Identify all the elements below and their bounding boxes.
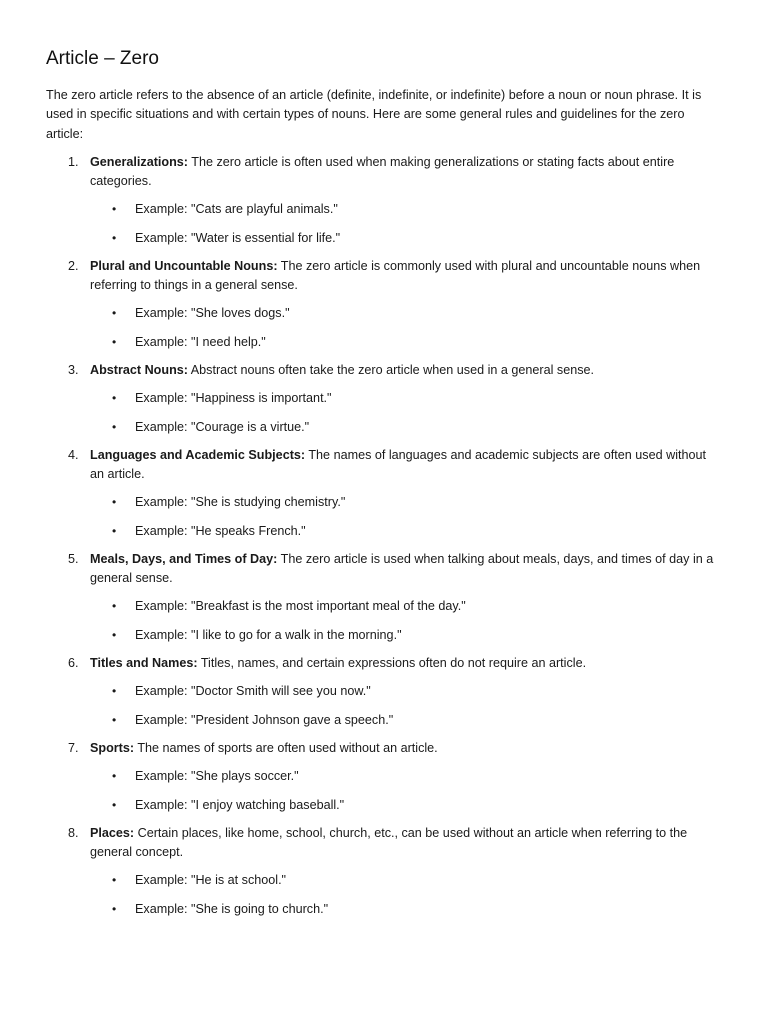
example-item	[90, 597, 718, 616]
example-text: Example: "She is going to church."	[135, 902, 329, 917]
example-text: Example: "Breakfast is the most important meal of the day."	[135, 599, 466, 614]
example-text: Example: "Happiness is important."	[135, 391, 332, 406]
example-text: Example: "He is at school."	[135, 873, 287, 888]
examples-list	[90, 389, 718, 437]
intro-paragraph: The zero article refers to the absence of an article (definite, indefinite, or indefinite) before a noun or noun phrase. It is used in specific situations and with certain types of nouns. Here are some general rules and guidelines for the zero article:	[46, 88, 702, 141]
rule-number: 3.	[68, 363, 79, 378]
example-item	[90, 711, 718, 730]
examples-list	[90, 682, 718, 730]
rule-number: 7.	[68, 741, 79, 756]
rule-number: 6.	[68, 656, 79, 671]
example-item	[90, 418, 718, 437]
rule-item	[46, 361, 718, 437]
rule-item	[46, 153, 718, 248]
example-item	[90, 333, 718, 352]
bullet-icon: •	[112, 599, 117, 614]
example-text: Example: "She loves dogs."	[135, 306, 290, 321]
example-text: Example: "She is studying chemistry."	[135, 495, 346, 510]
rule-number: 4.	[68, 448, 79, 463]
examples-list	[90, 767, 718, 815]
examples-list	[90, 871, 718, 919]
rule-text: The names of sports are often used without an article.	[134, 741, 438, 756]
rule-text: Certain places, like home, school, church, etc., can be used without an article when referring to the general concept.	[90, 826, 688, 860]
rule-heading: Sports:	[90, 741, 135, 756]
bullet-icon: •	[112, 684, 117, 699]
document-page	[46, 46, 718, 928]
example-text: Example: "She plays soccer."	[135, 769, 299, 784]
example-item	[90, 200, 718, 219]
example-text: Example: "He speaks French."	[135, 524, 306, 539]
example-text: Example: "Cats are playful animals."	[135, 202, 338, 217]
rules-list	[46, 153, 718, 919]
example-item	[90, 682, 718, 701]
bullet-icon: •	[112, 713, 117, 728]
bullet-icon: •	[112, 202, 117, 217]
bullet-icon: •	[112, 524, 117, 539]
bullet-icon: •	[112, 335, 117, 350]
rule-heading: Abstract Nouns:	[90, 363, 188, 378]
examples-list	[90, 597, 718, 645]
example-text: Example: "Water is essential for life."	[135, 231, 341, 246]
bullet-icon: •	[112, 231, 117, 246]
example-item	[90, 389, 718, 408]
rule-text: The names of languages and academic subjects are often used without an article.	[90, 448, 707, 482]
rule-item	[46, 739, 718, 815]
rule-item	[46, 824, 718, 919]
bullet-icon: •	[112, 628, 117, 643]
bullet-icon: •	[112, 902, 117, 917]
rule-number: 5.	[68, 552, 79, 567]
examples-list	[90, 200, 718, 248]
example-item	[90, 229, 718, 248]
example-text: Example: "Doctor Smith will see you now."	[135, 684, 371, 699]
example-item	[90, 796, 718, 815]
example-item	[90, 871, 718, 890]
rule-text: The zero article is commonly used with plural and uncountable nouns when referring to things in a general sense.	[90, 259, 701, 293]
example-item	[90, 522, 718, 541]
rule-text: The zero article is used when talking about meals, days, and times of day in a general sense.	[90, 552, 714, 586]
examples-list	[90, 493, 718, 541]
bullet-icon: •	[112, 873, 117, 888]
bullet-icon: •	[112, 391, 117, 406]
bullet-icon: •	[112, 420, 117, 435]
example-text: Example: "President Johnson gave a speech."	[135, 713, 394, 728]
bullet-icon: •	[112, 798, 117, 813]
example-item	[90, 304, 718, 323]
rule-heading: Languages and Academic Subjects:	[90, 448, 306, 463]
bullet-icon: •	[112, 306, 117, 321]
bullet-icon: •	[112, 495, 117, 510]
rule-heading: Plural and Uncountable Nouns:	[90, 259, 278, 274]
rule-text: Titles, names, and certain expressions often do not require an article.	[197, 656, 587, 671]
example-text: Example: "I enjoy watching baseball."	[135, 798, 345, 813]
rule-item	[46, 654, 718, 730]
rule-item	[46, 257, 718, 352]
rule-number: 2.	[68, 259, 79, 274]
rule-heading: Titles and Names:	[90, 656, 198, 671]
bullet-icon: •	[112, 769, 117, 784]
rule-heading: Generalizations:	[90, 155, 188, 170]
example-item	[90, 493, 718, 512]
rule-item	[46, 446, 718, 541]
rule-text: Abstract nouns often take the zero article when used in a general sense.	[187, 363, 595, 378]
rule-item	[46, 550, 718, 645]
rule-number: 1.	[68, 155, 79, 170]
rule-heading: Places:	[90, 826, 135, 841]
page-title: Article – Zero	[46, 48, 159, 69]
example-text: Example: "I need help."	[135, 335, 266, 350]
examples-list	[90, 304, 718, 352]
example-text: Example: "Courage is a virtue."	[135, 420, 310, 435]
example-item	[90, 767, 718, 786]
example-item	[90, 626, 718, 645]
example-item	[90, 900, 718, 919]
rule-text: The zero article is often used when making generalizations or stating facts about entire categories.	[90, 155, 675, 189]
rule-number: 8.	[68, 826, 79, 841]
rule-heading: Meals, Days, and Times of Day:	[90, 552, 278, 567]
example-text: Example: "I like to go for a walk in the morning."	[135, 628, 402, 643]
